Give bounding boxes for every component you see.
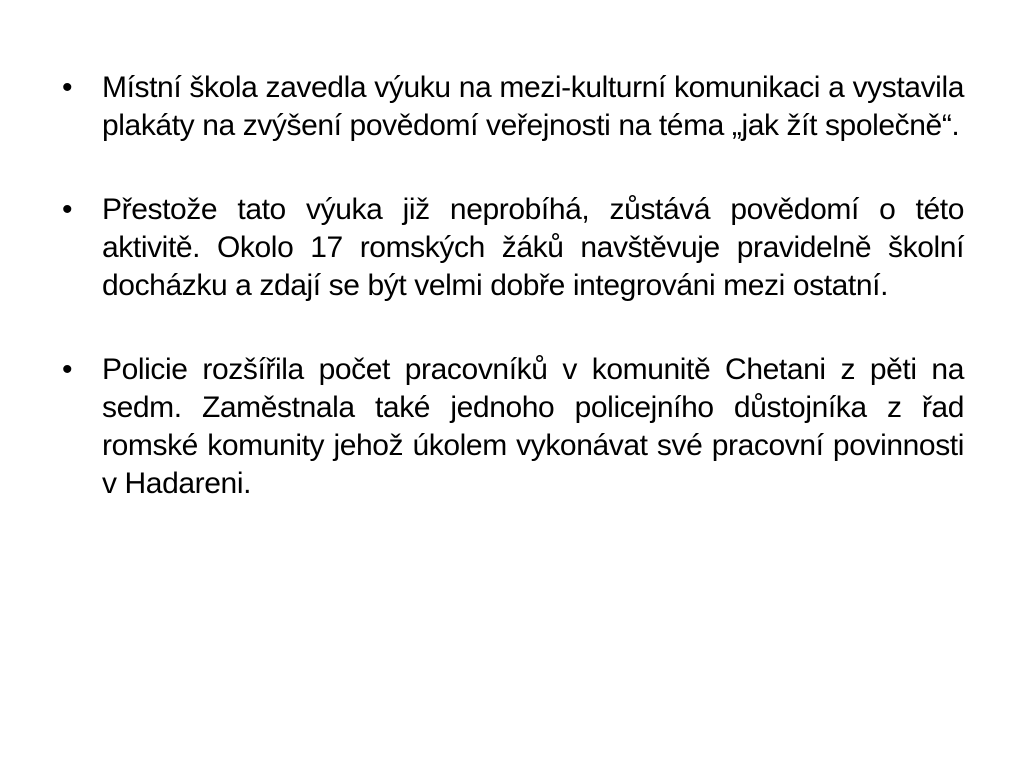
bullet-dot-icon: • bbox=[62, 193, 73, 226]
bullet-item bbox=[62, 69, 964, 145]
bullet-text: Přestože tato výuka již neprobíhá, zůstává povědomí o této aktivitě. Okolo 17 romských žáků navštěvuje pravidelně školní docházku a zdají se být velmi dobře integrováni mezi ostatní. bbox=[102, 193, 964, 302]
bullet-item bbox=[62, 191, 964, 305]
bullet-text: Policie rozšířila počet pracovníků v komunitě Chetani z pěti na sedm. Zaměstnala také jednoho policejního důstojníka z řad romské komunity jehož úkolem vykonávat své pracovní povinnosti v Hadareni. bbox=[102, 353, 964, 500]
bullet-list bbox=[62, 69, 964, 549]
bullet-dot-icon: • bbox=[62, 71, 73, 104]
bullet-dot-icon: • bbox=[62, 353, 73, 386]
bullet-item bbox=[62, 351, 964, 503]
bullet-text: Místní škola zavedla výuku na mezi-kulturní komunikaci a vystavila plakáty na zvýšení povědomí veřejnosti na téma „jak žít společně“. bbox=[102, 71, 964, 142]
